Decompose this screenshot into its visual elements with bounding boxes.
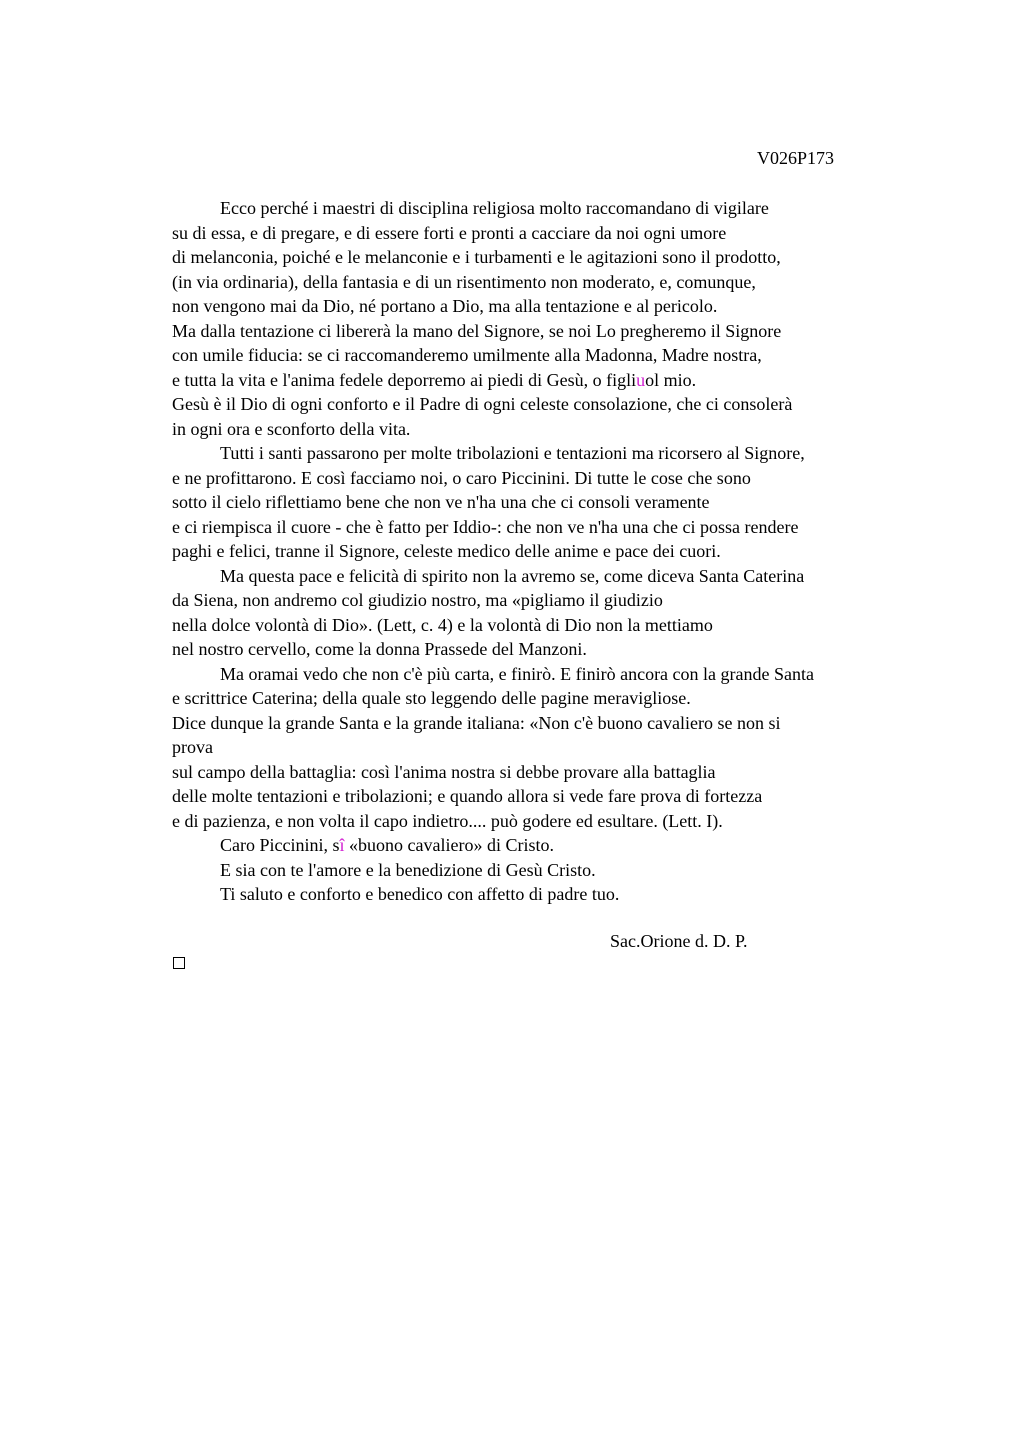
text-line: E sia con te l'amore e la benedizione di Gesù Cristo. bbox=[220, 859, 596, 880]
highlighted-character: î bbox=[339, 835, 345, 855]
text-line: Ti saluto e conforto e benedico con affetto di padre tuo. bbox=[220, 884, 620, 904]
text-line bbox=[172, 833, 912, 858]
text-line: in ogni ora e sconforto della vita. bbox=[172, 418, 411, 439]
text-line: nel nostro cervello, come la donna Prassede del Manzoni. bbox=[172, 639, 587, 659]
text-line: Ecco perché i maestri di disciplina religiosa molto raccomandano di vigilare bbox=[220, 198, 769, 218]
text-line: e scrittrice Caterina; della quale sto leggendo delle pagine meravigliose. bbox=[172, 688, 691, 708]
text-segment: Caro Piccinini, s bbox=[220, 835, 340, 855]
text-line: su di essa, e di pregare, e di essere forti e pronti a cacciare da noi ogni umore bbox=[172, 222, 727, 243]
text-line: sul campo della battaglia: così l'anima nostra si debbe provare alla battaglia bbox=[172, 761, 716, 782]
text-line: con umile fiducia: se ci raccomanderemo umilmente alla Madonna, Madre nostra, bbox=[172, 345, 762, 365]
signature: Sac.Orione d. D. P. bbox=[610, 931, 748, 951]
text-line: paghi e felici, tranne il Signore, celeste medico delle anime e pace dei cuori. bbox=[172, 541, 721, 561]
text-line bbox=[172, 368, 912, 393]
text-segment: ol mio. bbox=[645, 369, 697, 390]
text-line: prova bbox=[172, 737, 213, 757]
text-line: (in via ordinaria), della fantasia e di un risentimento non moderato, e, comunque, bbox=[172, 271, 756, 292]
text-line: Tutti i santi passarono per molte tribolazioni e tentazioni ma ricorsero al Signore, bbox=[220, 443, 805, 463]
text-line: non vengono mai da Dio, né portano a Dio, ma alla tentazione e al pericolo. bbox=[172, 296, 718, 316]
highlighted-character: u bbox=[636, 369, 646, 390]
text-line: e ne profittarono. E così facciamo noi, o caro Piccinini. Di tutte le cose che sono bbox=[172, 467, 751, 488]
text-line: di melanconia, poiché e le melanconie e i turbamenti e le agitazioni sono il prodotto, bbox=[172, 247, 781, 267]
text-segment: «buono cavaliero» di Cristo. bbox=[344, 835, 554, 855]
text-line: delle molte tentazioni e tribolazioni; e quando allora si vede fare prova di fortezza bbox=[172, 786, 763, 806]
text-segment: e tutta la vita e l'anima fedele deporremo ai piedi di Gesù, o figli bbox=[172, 369, 637, 390]
text-line: nella dolce volontà di Dio». (Lett, c. 4) e la volontà di Dio non la mettiamo bbox=[172, 614, 713, 635]
text-line: Ma dalla tentazione ci libererà la mano del Signore, se noi Lo pregheremo il Signore bbox=[172, 320, 782, 341]
text-line: e di pazienza, e non volta il capo indietro.... può godere ed esultare. (Lett. I). bbox=[172, 810, 723, 831]
text-line: e ci riempisca il cuore - che è fatto per Iddio-: che non ve n'ha una che ci possa rendere bbox=[172, 516, 799, 537]
page-id: V026P173 bbox=[757, 148, 835, 168]
end-mark-box bbox=[173, 957, 185, 969]
text-line: Ma questa pace e felicità di spirito non la avremo se, come diceva Santa Caterina bbox=[220, 565, 805, 586]
text-line: sotto il cielo riflettiamo bene che non ve n'ha una che ci consoli veramente bbox=[172, 492, 710, 512]
text-line: da Siena, non andremo col giudizio nostro, ma «pigliamo il giudizio bbox=[172, 590, 663, 610]
text-line: Ma oramai vedo che non c'è più carta, e finirò. E finirò ancora con la grande Santa bbox=[220, 663, 814, 684]
text-line: Dice dunque la grande Santa e la grande italiana: «Non c'è buono cavaliero se non si bbox=[172, 712, 781, 733]
text-line: Gesù è il Dio di ogni conforto e il Padre di ogni celeste consolazione, che ci consolerà bbox=[172, 394, 793, 414]
letter-body bbox=[172, 196, 912, 907]
